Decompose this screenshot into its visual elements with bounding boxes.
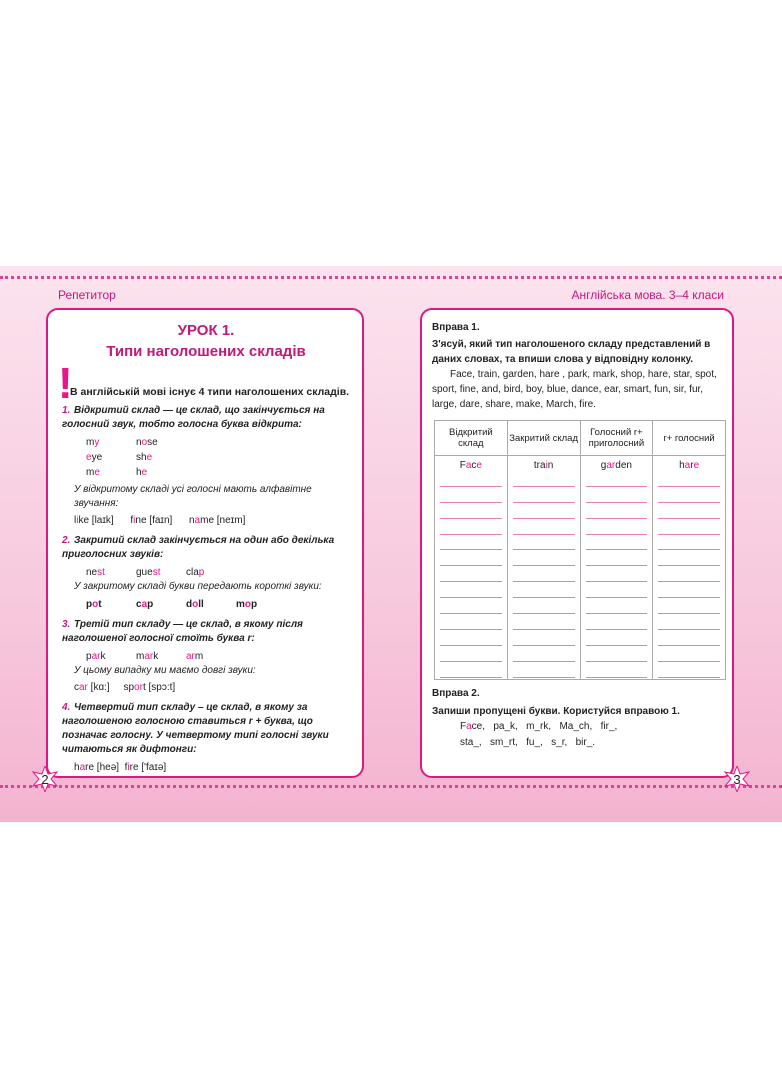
section-2: 2. Закритий склад закінчується на один або декілька приголосних звуків: nest guest clap У закритому складі букви передають короткі звуки: pot cap doll mop xyxy=(62,534,350,612)
answer-column[interactable]: Face xyxy=(435,456,508,680)
writing-line xyxy=(440,581,502,582)
exercise-2-line-2: sta_, sm_rt, fu_, s_r, bir_. xyxy=(460,736,596,748)
header-right: Англійська мова. 3–4 класи xyxy=(571,288,724,302)
writing-line xyxy=(513,613,575,614)
col-open: Відкритий склад xyxy=(435,421,508,456)
transcriptions: like [laɪk] fine [faɪn] name [neɪm] xyxy=(74,515,246,526)
exercise-1-task: З'ясуй, який тип наголошеного складу представлений в даних словах, та впиши слова у відповідну колонку. xyxy=(432,339,711,365)
exclamation-icon: ! xyxy=(58,359,73,408)
example-words: eye she xyxy=(86,452,153,463)
intro-text: В англійській мові існує 4 типи наголошених складів. xyxy=(70,386,350,398)
writing-line xyxy=(513,597,575,598)
writing-line xyxy=(586,645,648,646)
example-words: my nose xyxy=(86,437,158,448)
writing-line xyxy=(658,518,720,519)
answer-column[interactable]: hare xyxy=(653,456,726,680)
book-spread xyxy=(0,266,782,822)
example-words: pot cap doll mop xyxy=(86,599,258,610)
writing-line xyxy=(658,486,720,487)
writing-line xyxy=(586,502,648,503)
writing-line xyxy=(513,581,575,582)
answer-column[interactable]: train xyxy=(507,456,580,680)
writing-line xyxy=(586,597,648,598)
writing-line xyxy=(586,534,648,535)
writing-line xyxy=(658,645,720,646)
example-words: nest guest clap xyxy=(86,567,205,578)
page-number-right: 3 xyxy=(724,766,750,792)
bottom-dotted-border xyxy=(0,785,782,788)
writing-line xyxy=(658,534,720,535)
section-1: 1. Відкритий склад — це склад, що закінчується на голосний звук, тобто голосна буква відкрита: my nose eye she me he У відкритому складі усі голосні мають алфавітне звучання: like [laɪk] fine [faɪn] name [neɪm] xyxy=(62,404,350,528)
writing-line xyxy=(440,677,502,678)
writing-line xyxy=(440,502,502,503)
writing-line xyxy=(440,645,502,646)
writing-line xyxy=(586,581,648,582)
right-page-card xyxy=(420,308,734,778)
lesson-number: УРОК 1. xyxy=(177,322,235,339)
section-3: 3. Третій тип складу — це склад, в якому після наголошеної голосної стоїть буква r: park mark arm У цьому випадку ми маємо довгі звуки: car [kɑ:] sport [spɔ:t] xyxy=(62,618,350,695)
exercise-2-task: Запиши пропущені букви. Користуйся вправою 1. xyxy=(432,705,680,717)
top-dotted-border xyxy=(0,276,782,279)
writing-line xyxy=(440,534,502,535)
transcriptions: car [kɑ:] sport [spɔ:t] xyxy=(74,682,176,693)
writing-line xyxy=(586,518,648,519)
writing-line xyxy=(586,486,648,487)
writing-line xyxy=(658,613,720,614)
transcriptions: hare [heə] fire ['faɪə] xyxy=(74,762,167,773)
writing-line xyxy=(658,661,720,662)
writing-line xyxy=(513,534,575,535)
col-closed: Закритий склад xyxy=(507,421,580,456)
writing-line xyxy=(658,502,720,503)
exercise-1-words: Face, train, garden, hare , park, mark, shop, hare, star, spot, sport, fine, and, bird, boy, blue, dance, ear, smart, fun, sir, fur, large, dare, share, make, March, fire. xyxy=(432,369,717,410)
writing-line xyxy=(586,549,648,550)
page-number-left: 2 xyxy=(32,766,58,792)
syllable-table xyxy=(434,420,726,680)
left-page-card xyxy=(46,308,364,778)
writing-line xyxy=(513,486,575,487)
writing-line xyxy=(586,613,648,614)
writing-line xyxy=(440,565,502,566)
writing-line xyxy=(513,565,575,566)
writing-line xyxy=(658,549,720,550)
writing-line xyxy=(513,677,575,678)
writing-line xyxy=(586,565,648,566)
writing-line xyxy=(440,629,502,630)
lesson-title: Типи наголошених складів xyxy=(106,343,306,360)
header-left: Репетитор xyxy=(58,288,116,302)
writing-line xyxy=(513,629,575,630)
writing-line xyxy=(440,661,502,662)
writing-line xyxy=(586,677,648,678)
writing-line xyxy=(513,502,575,503)
writing-line xyxy=(658,565,720,566)
writing-line xyxy=(513,549,575,550)
writing-line xyxy=(658,597,720,598)
writing-line xyxy=(513,645,575,646)
writing-line xyxy=(658,581,720,582)
writing-line xyxy=(658,629,720,630)
writing-line xyxy=(586,661,648,662)
section-4: 4. Четвертий тип складу – це склад, в якому за наголошеною голосною ставиться r + буква, що позначає голосну. У четвертому типі голосні звуки читаються як дифтонги: hare [heə] fire ['faɪə] xyxy=(62,701,350,775)
writing-line xyxy=(440,486,502,487)
exercise-1-title: Вправа 1. xyxy=(432,322,480,333)
writing-line xyxy=(658,677,720,678)
col-r-consonant: Голосний r+ приголосний xyxy=(580,421,653,456)
example-words: me he xyxy=(86,467,148,478)
writing-line xyxy=(513,518,575,519)
example-words: park mark arm xyxy=(86,651,204,662)
writing-line xyxy=(440,518,502,519)
writing-line xyxy=(440,597,502,598)
exercise-2-line-1: Face, pa_k, m_rk, Ma_ch, fir_, xyxy=(460,720,618,732)
writing-line xyxy=(586,629,648,630)
answer-column[interactable]: garden xyxy=(580,456,653,680)
exercise-2-title: Вправа 2. xyxy=(432,687,480,699)
writing-line xyxy=(440,613,502,614)
writing-line xyxy=(513,661,575,662)
writing-line xyxy=(440,549,502,550)
col-r-vowel: r+ голосний xyxy=(653,421,726,456)
